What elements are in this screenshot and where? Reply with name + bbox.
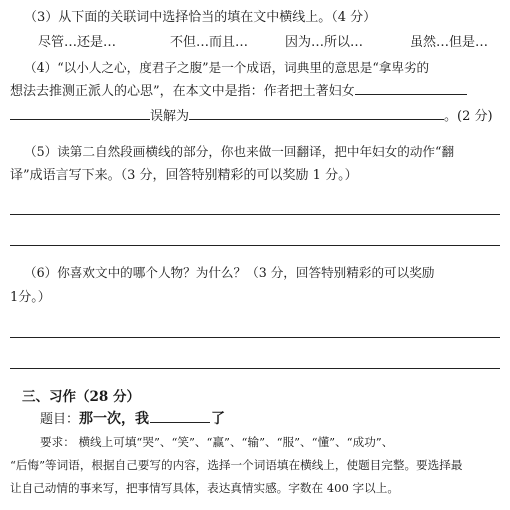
q6-line-2: 1分。） — [10, 290, 51, 305]
q4-line-3 — [10, 107, 493, 127]
conjunction-option-3: 因为…所以… — [285, 35, 364, 50]
q4-score: 。(2 分) — [444, 109, 493, 124]
essay-title-prefix: 那一次，我 — [79, 411, 150, 427]
q4-line-1: （4）“以小人之心，度君子之腹”是一个成语，词典里的意思是“拿卑劣的 — [24, 60, 430, 75]
section-heading: 三、习作（28 分） — [22, 389, 140, 405]
q3-prompt: （3）从下面的关联词中选择恰当的填在文中横线上。（4 分） — [24, 10, 377, 25]
q5-line-1: （5）读第二自然段画横线的部分，你也来做一回翻译，把中年妇女的动作“翻 — [24, 144, 455, 159]
requirements-line-3: 让自己动情的事来写，把事情写具体，表达真情实感。字数在 400 字以上。 — [10, 481, 399, 495]
essay-title-row — [40, 409, 225, 430]
answer-line-q5-2[interactable] — [10, 245, 500, 246]
q5-line-2: 译”成语言写下来。（3 分，回答特别精彩的可以奖励 1 分。） — [10, 168, 358, 183]
answer-blank-2[interactable] — [10, 119, 150, 120]
answer-line-q5-1[interactable] — [10, 214, 500, 215]
answer-line-q6-2[interactable] — [10, 368, 500, 369]
answer-line-q6-1[interactable] — [10, 337, 500, 338]
q4-line-2-text: 想法去推测正派人的心思”，在本文中是指：作者把土著妇女 — [10, 84, 355, 99]
conjunction-option-2: 不但…而且… — [170, 35, 249, 50]
essay-title-label: 题目： — [40, 412, 80, 427]
requirements-line-1: 要求： 横线上可填“哭”、“笑”、“赢”、“输”、“服”、“懂”、“成功”、 — [40, 435, 394, 449]
essay-title-blank[interactable] — [150, 422, 210, 423]
conjunction-option-1: 尽管…还是… — [38, 35, 117, 50]
answer-blank-1[interactable] — [355, 94, 467, 95]
q4-misunderstood-label: 误解为 — [150, 109, 190, 124]
conjunction-option-4: 虽然…但是… — [410, 35, 489, 50]
requirements-line-2: “后悔”等词语，根据自己要写的内容，选择一个词语填在横线上，使题目完整。要选择最 — [10, 458, 463, 472]
answer-blank-3[interactable] — [189, 119, 444, 120]
q4-line-2 — [10, 82, 467, 102]
q6-line-1: （6）你喜欢文中的哪个人物？为什么？（3 分，回答特别精彩的可以奖励 — [24, 265, 435, 280]
essay-title-suffix: 了 — [211, 411, 226, 427]
